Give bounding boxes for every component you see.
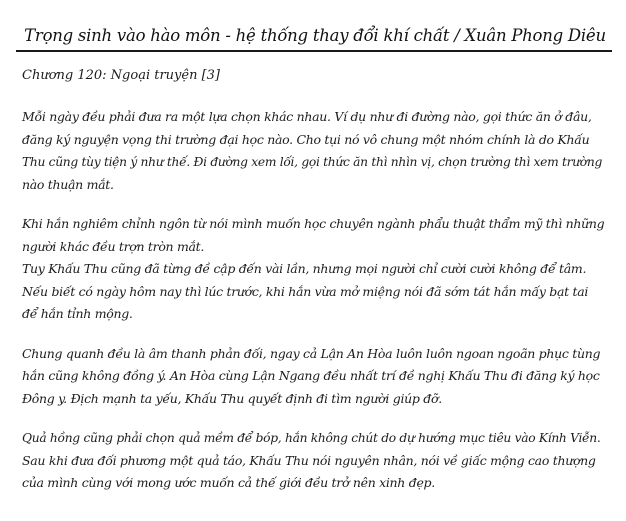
paragraph-4 bbox=[22, 427, 610, 495]
text-line: Sau khi đưa đối phương một quả táo, Khấu Thu nói nguyên nhân, nói về giấc mộng cao thượng bbox=[22, 452, 596, 468]
text-line: để hắn tỉnh mộng. bbox=[22, 306, 133, 321]
text-line: người khác đều trợn tròn mắt. bbox=[22, 238, 205, 254]
paragraph-3 bbox=[22, 343, 610, 411]
text-line: Mỗi ngày đều phải đưa ra một lựa chọn khác nhau. Ví dụ như đi đường nào, gọi thức ăn ở đâu, bbox=[22, 109, 592, 124]
text-line: Đông y. Địch mạnh ta yếu, Khấu Thu quyết định đi tìm người giúp đỡ. bbox=[22, 390, 442, 406]
title-underline bbox=[16, 50, 612, 52]
text-line: hắn cũng không đồng ý. An Hòa cùng Lận Ngang đều nhất trí đề nghị Khấu Thu đi đăng ký học bbox=[22, 368, 600, 383]
text-line: Tuy Khấu Thu cũng đã từng đề cập đến vài lần, nhưng mọi người chỉ cười cười không để tâm. bbox=[22, 261, 587, 276]
text-line: của mình cùng với mong ước muốn cả thế giới đều trở nên xinh đẹp. bbox=[22, 475, 435, 490]
text-line: Chung quanh đều là âm thanh phản đối, ngay cả Lận An Hòa luôn luôn ngoan ngoãn phục tùng bbox=[22, 345, 601, 361]
text-line: Quả hồng cũng phải chọn quả mềm để bóp, hắn không chút do dự hướng mục tiêu vào Kính Viễn. bbox=[22, 431, 601, 445]
text-line: Khi hắn nghiêm chỉnh ngôn từ nói mình muốn học chuyên ngành phẩu thuật thẩm mỹ thì những bbox=[22, 216, 605, 231]
text-line: Nếu biết có ngày hôm nay thì lúc trước, khi hắn vừa mở miệng nói đã sớm tát hắn mấy bạt tai bbox=[22, 283, 589, 299]
text-line: Thu cũng tùy tiện ý như thế. Đi đường xem lối, gọi thức ăn thì nhìn vị, chọn trường thì xem trường bbox=[22, 155, 602, 169]
book-title: Trọng sinh vào hào môn - hệ thống thay đổi khí chất / Xuân Phong Diêu bbox=[24, 26, 606, 45]
paragraph-1 bbox=[22, 106, 610, 196]
text-line: đăng ký nguyện vọng thi trường đại học nào. Cho tụi nó vô chung một nhóm chính là do Khấu bbox=[22, 131, 590, 147]
chapter-body bbox=[22, 106, 610, 512]
paragraph-2 bbox=[22, 213, 610, 326]
chapter-title: Chương 120: Ngoại truyện [3] bbox=[22, 68, 221, 83]
text-line: nào thuận mắt. bbox=[22, 176, 114, 192]
